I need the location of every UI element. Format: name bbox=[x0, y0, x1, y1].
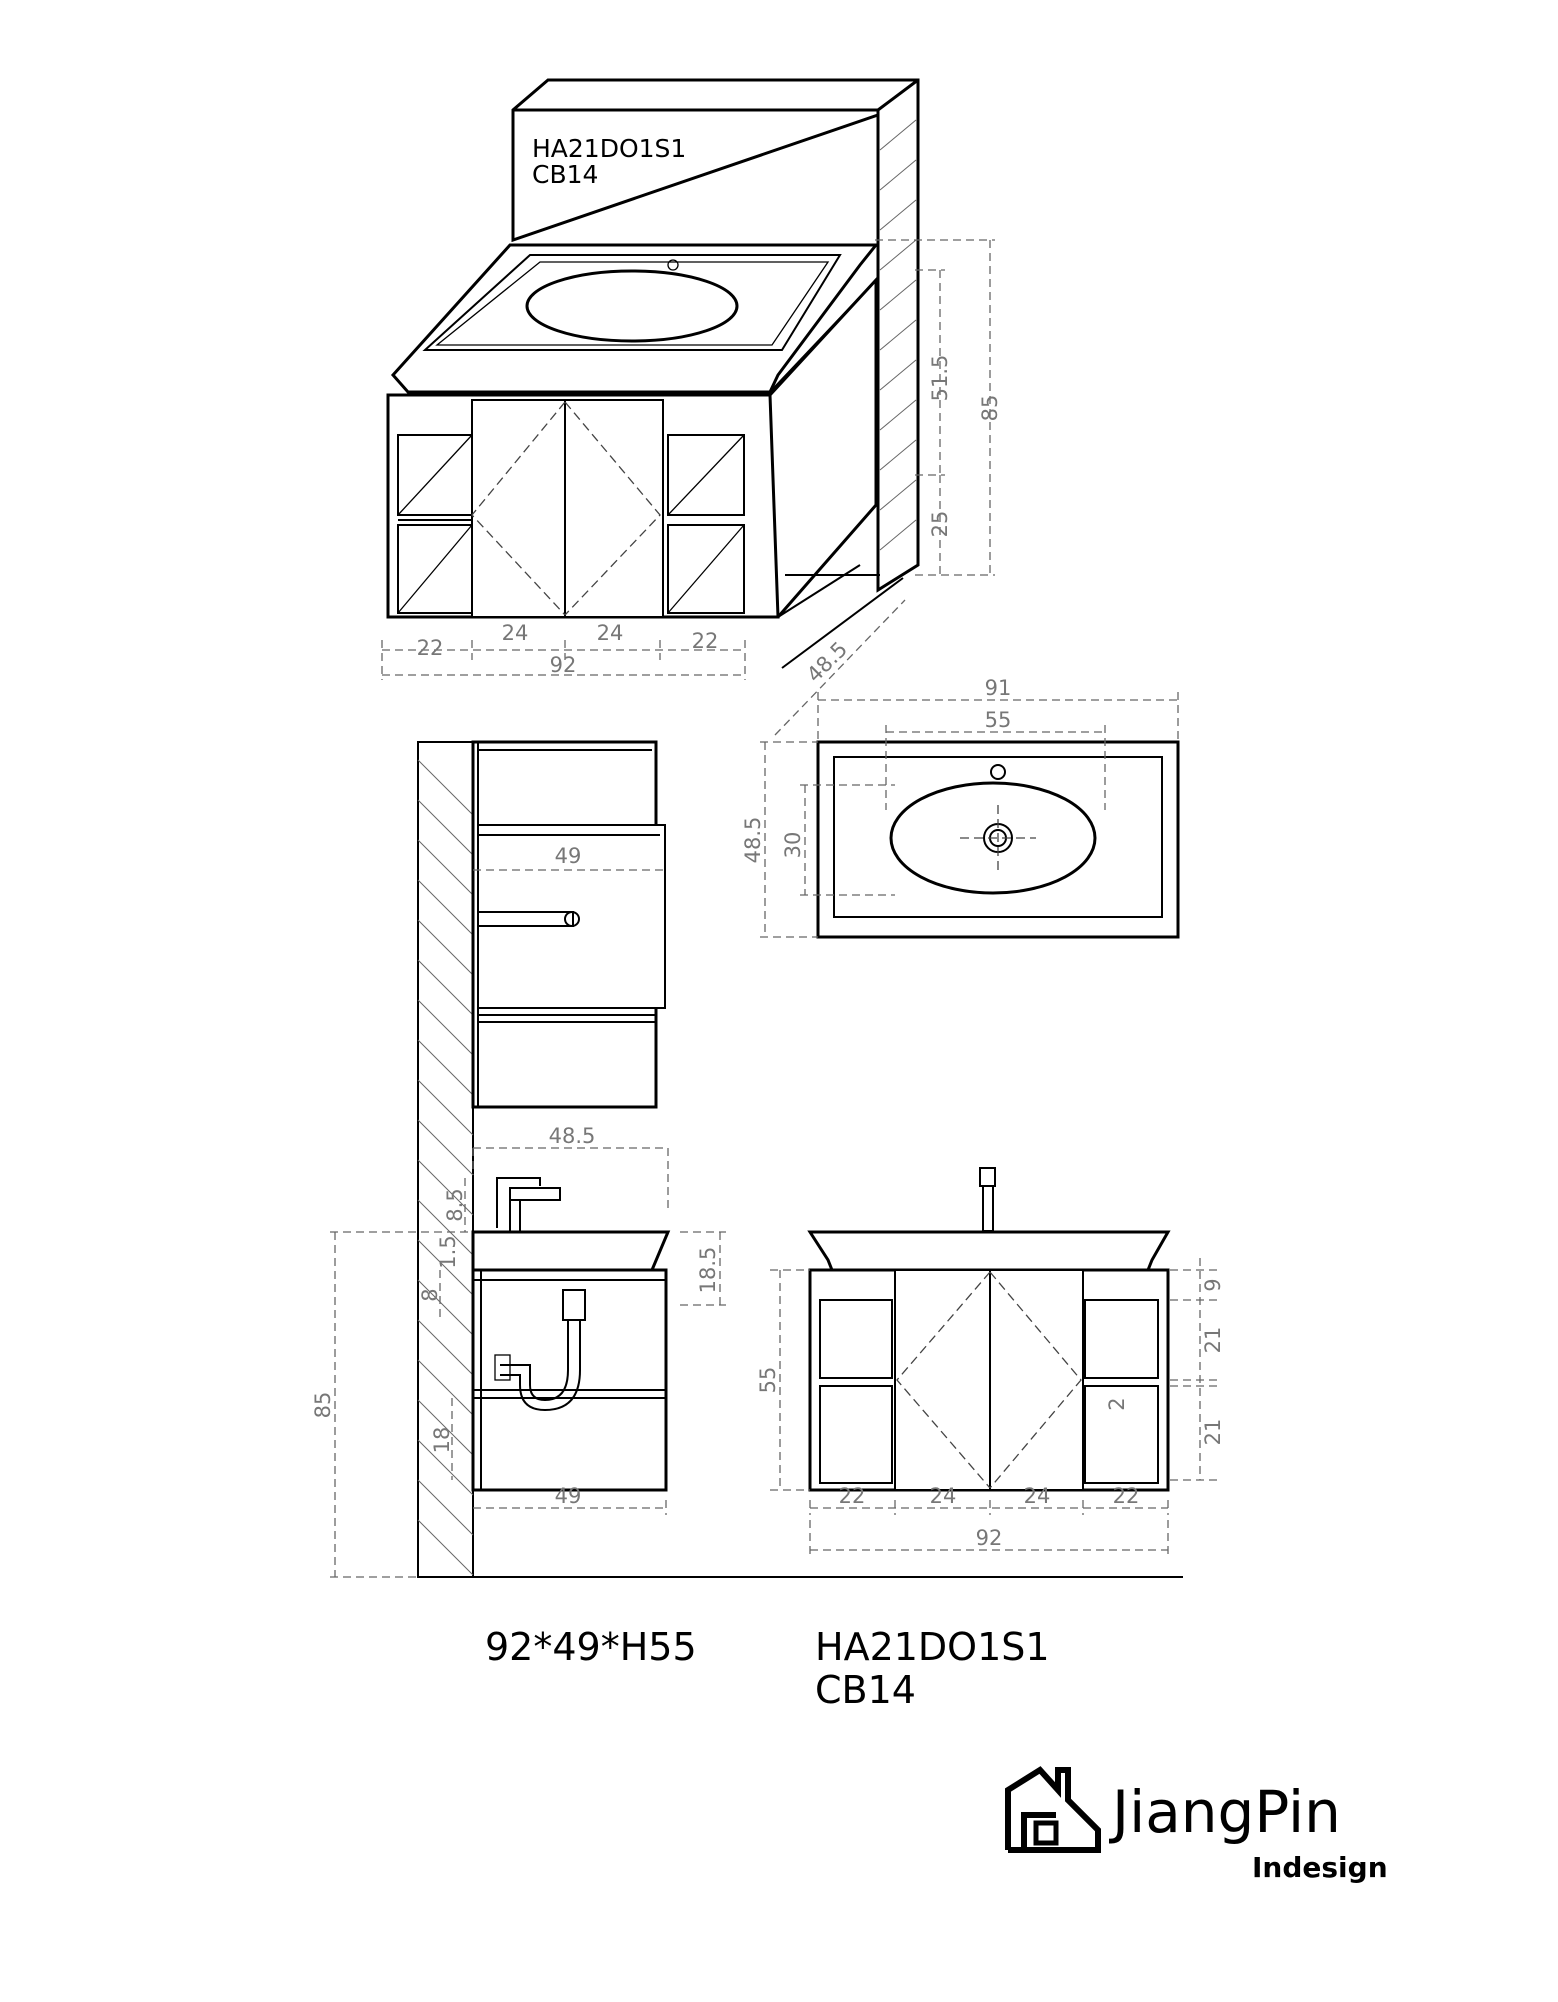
dim-side-rim: 1.5 bbox=[436, 1235, 460, 1269]
house-icon bbox=[1008, 1770, 1098, 1850]
dim-front-top-gap: 9 bbox=[1201, 1278, 1225, 1292]
dim-depth: 48.5 bbox=[802, 637, 853, 688]
dim-side-faucet-height: 8.5 bbox=[443, 1188, 467, 1222]
dim-door-left: 24 bbox=[501, 621, 529, 645]
dim-side-cabinet-depth: 49 bbox=[554, 1484, 582, 1508]
dim-total-height: 85 bbox=[978, 394, 1002, 422]
dim-top-overall-width: 91 bbox=[984, 676, 1012, 700]
dim-front-total-width: 92 bbox=[975, 1526, 1003, 1550]
caption-finish-code: CB14 bbox=[815, 1668, 916, 1712]
dim-top-basin-depth: 30 bbox=[781, 831, 805, 859]
plan-view bbox=[473, 742, 665, 1107]
dim-upper-height: 51.5 bbox=[928, 354, 952, 402]
dim-top-basin-width: 55 bbox=[984, 708, 1012, 732]
size-spec: 92*49*H55 bbox=[485, 1625, 697, 1669]
dim-front-side-right: 22 bbox=[1112, 1484, 1140, 1508]
dim-front-door-left: 24 bbox=[929, 1484, 957, 1508]
dim-front-upper-shelf: 21 bbox=[1201, 1326, 1225, 1354]
dim-side-right: 22 bbox=[691, 629, 719, 653]
dim-side-left: 22 bbox=[416, 636, 444, 660]
dim-front-side-left: 22 bbox=[838, 1484, 866, 1508]
brand-name: JiangPin bbox=[1112, 1778, 1341, 1846]
dim-lower-height: 25 bbox=[928, 510, 952, 538]
dim-side-basin-height: 18.5 bbox=[696, 1246, 720, 1294]
dim-plan-depth: 49 bbox=[554, 844, 582, 868]
brand-tagline: Indesign bbox=[1252, 1851, 1388, 1884]
perspective-view bbox=[382, 80, 1002, 735]
front-view bbox=[756, 1168, 1225, 1556]
dim-side-drawer-gap: 8 bbox=[418, 1288, 442, 1302]
side-view bbox=[311, 1124, 726, 1577]
dim-front-shelf-thickness: 2 bbox=[1105, 1397, 1129, 1411]
top-view bbox=[741, 676, 1178, 937]
brand-logo bbox=[1008, 1770, 1388, 1884]
perspective-model-code: HA21DO1S1 bbox=[532, 134, 687, 163]
dim-top-depth: 48.5 bbox=[741, 816, 765, 864]
perspective-finish-code: CB14 bbox=[532, 160, 599, 189]
caption-model-code: HA21DO1S1 bbox=[815, 1625, 1050, 1669]
dim-door-right: 24 bbox=[596, 621, 624, 645]
dim-front-cabinet-height: 55 bbox=[756, 1366, 780, 1394]
dim-total-width: 92 bbox=[549, 653, 577, 677]
dim-front-door-right: 24 bbox=[1023, 1484, 1051, 1508]
dim-front-lower-shelf: 21 bbox=[1201, 1418, 1225, 1446]
dim-side-top-depth: 48.5 bbox=[548, 1124, 596, 1148]
dim-side-lower-drawer: 18 bbox=[430, 1426, 454, 1454]
dim-side-mounting-height: 85 bbox=[311, 1391, 335, 1419]
